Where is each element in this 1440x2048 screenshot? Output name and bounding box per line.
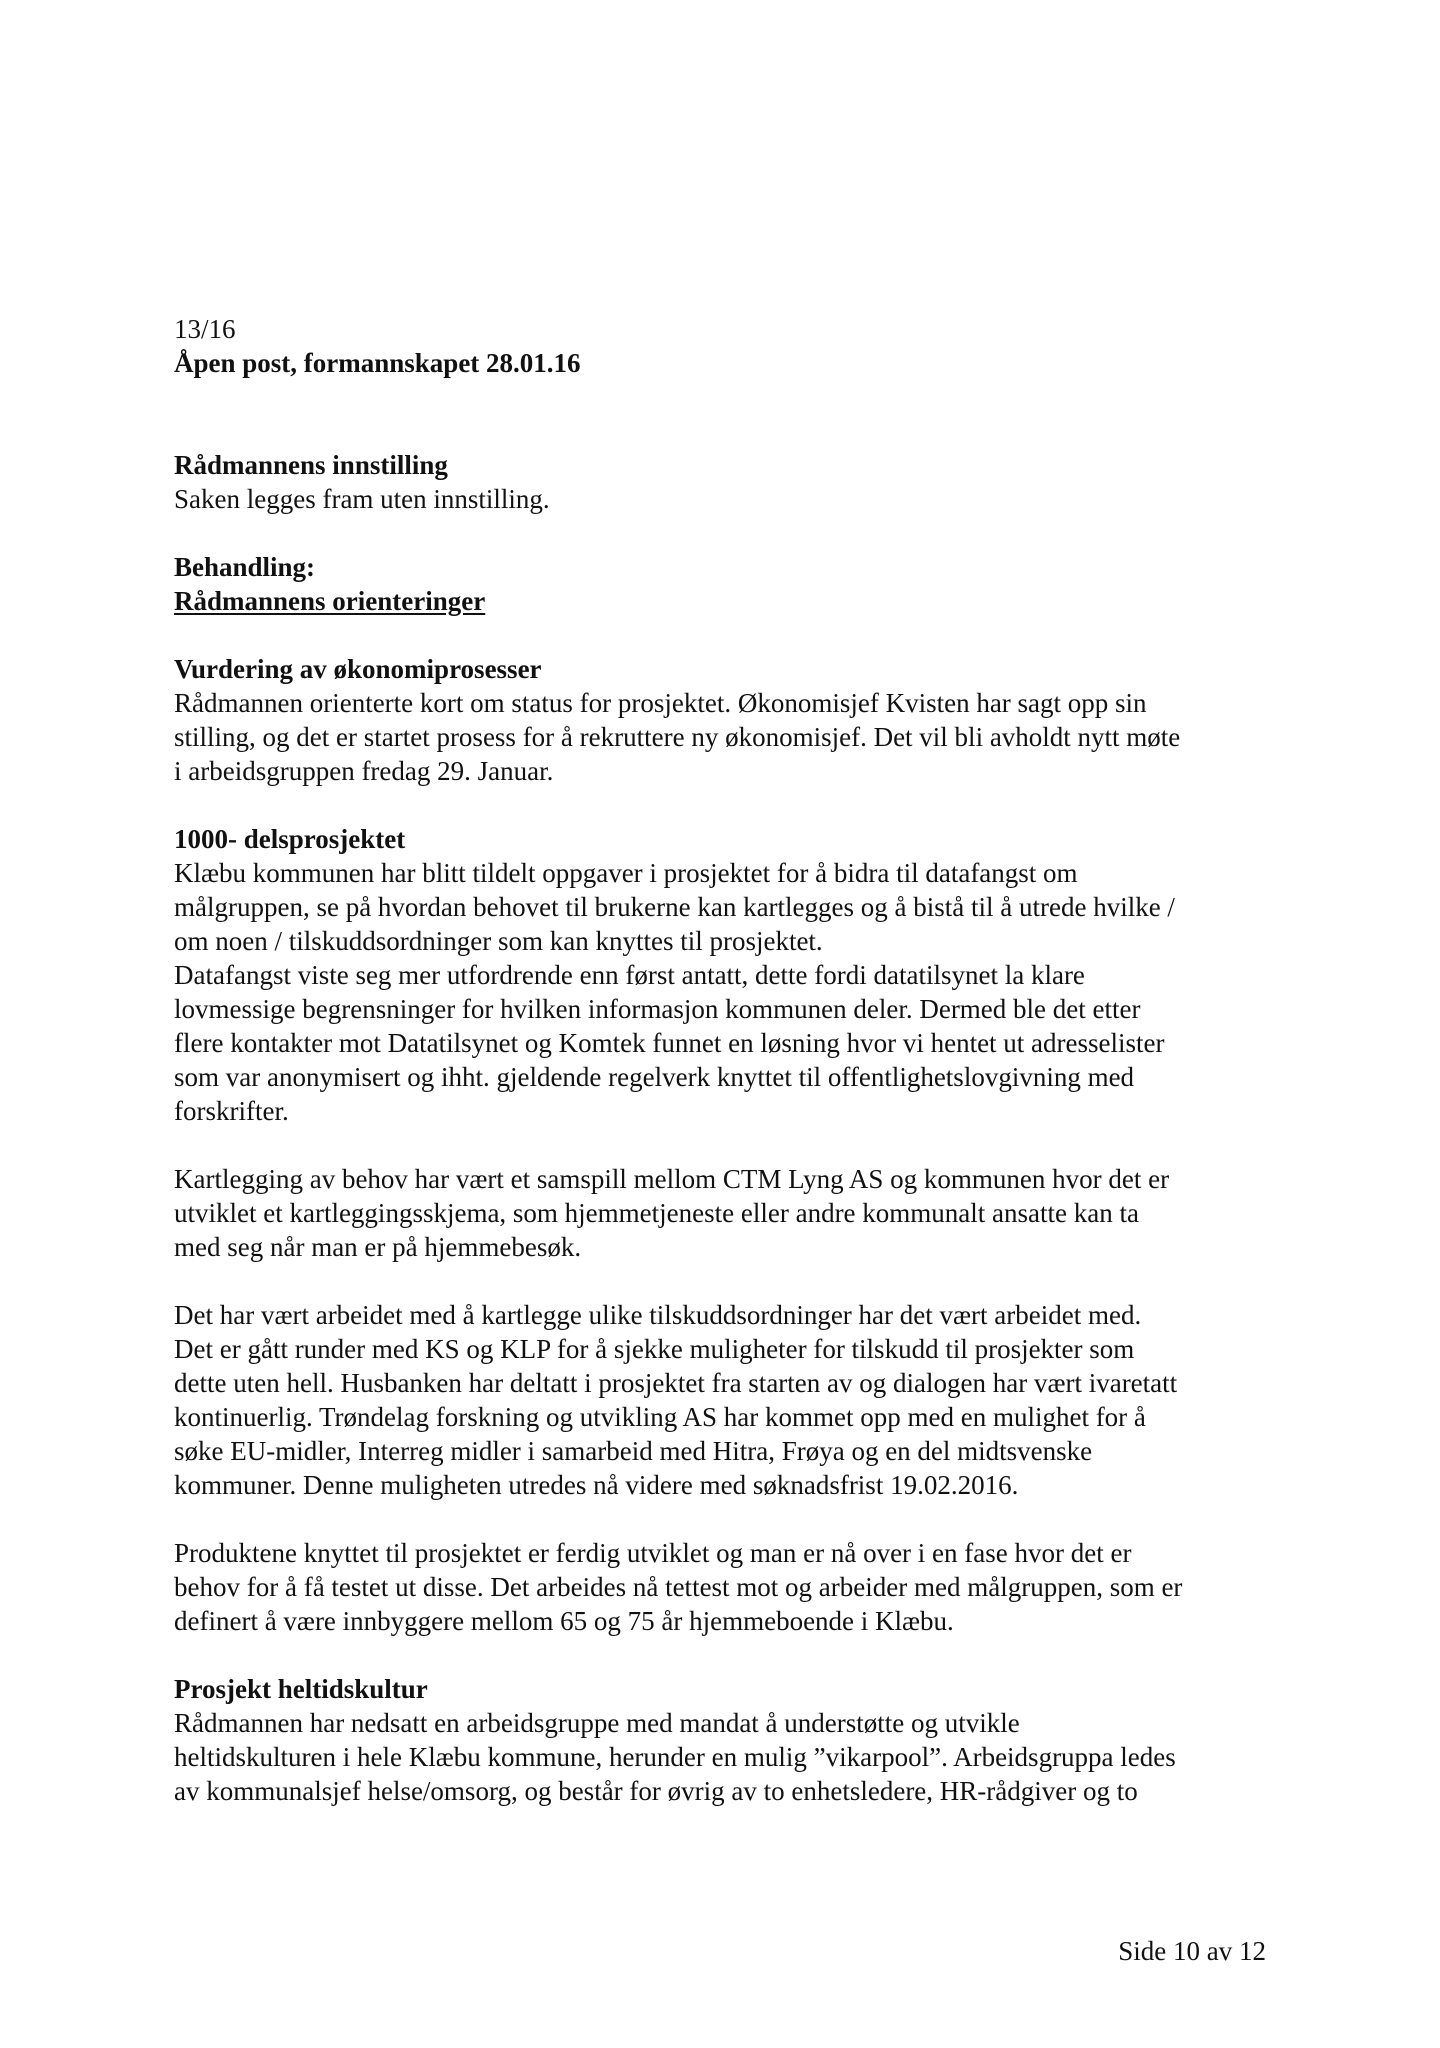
innstilling-heading: Rådmannens innstilling [174, 450, 448, 480]
case-number: 13/16 [174, 314, 236, 344]
text-line: søke EU-midler, Interreg midler i samarbeid med Hitra, Frøya og en del midtsvenske [174, 1436, 1093, 1466]
section-heltidskultur [174, 1672, 1284, 1808]
paragraph [174, 686, 1284, 788]
text-line: Produktene knyttet til prosjektet er ferdig utviklet og man er nå over i en fase hvor det er [174, 1538, 1132, 1568]
paragraph [174, 856, 1284, 1128]
text-line: stilling, og det er startet prosess for å rekruttere ny økonomisjef. Det vil bli avholdt nytt møte [174, 722, 1181, 752]
text-line: som var anonymisert og ihht. gjeldende regelverk knyttet til offentlighetslovgivning med [174, 1062, 1135, 1092]
paragraph [174, 1298, 1284, 1502]
text-line: definert å være innbyggere mellom 65 og 75 år hjemmeboende i Klæbu. [174, 1606, 954, 1636]
section-heading: Vurdering av økonomiprosesser [174, 654, 542, 684]
behandling-heading: Behandling: [174, 552, 316, 582]
section-heading: 1000- delsprosjektet [174, 824, 406, 854]
text-line: kommuner. Denne muligheten utredes nå videre med søknadsfrist 19.02.2016. [174, 1470, 1019, 1500]
text-line: utviklet et kartleggingsskjema, som hjemmetjeneste eller andre kommunalt ansatte kan ta [174, 1198, 1139, 1228]
text-line: av kommunalsjef helse/omsorg, og består for øvrig av to enhetsledere, HR-rådgiver og to [174, 1776, 1138, 1806]
text-line: flere kontakter mot Datatilsynet og Komtek funnet en løsning hvor vi hentet ut adresselister [174, 1028, 1165, 1058]
behandling-subheading: Rådmannens orienteringer [174, 586, 486, 616]
text-line: i arbeidsgruppen fredag 29. Januar. [174, 756, 554, 786]
text-line: forskrifter. [174, 1096, 289, 1126]
text-line: Det er gått runder med KS og KLP for å sjekke muligheter for tilskudd til prosjekter som [174, 1334, 1135, 1364]
paragraph [174, 1706, 1284, 1808]
paragraph [174, 1536, 1284, 1638]
text-line: Det har vært arbeidet med å kartlegge ulike tilskuddsordninger har det vært arbeidet med. [174, 1300, 1142, 1330]
text-line: Kartlegging av behov har vært et samspill mellom CTM Lyng AS og kommunen hvor det er [174, 1164, 1170, 1194]
text-line: behov for å få testet ut disse. Det arbeides nå tettest mot og arbeider med målgruppen, som er [174, 1572, 1183, 1602]
document-title: Åpen post, formannskapet 28.01.16 [174, 348, 581, 378]
text-line: Rådmannen har nedsatt en arbeidsgruppe med mandat å understøtte og utvikle [174, 1708, 1020, 1738]
paragraph [174, 1162, 1284, 1264]
text-line: Datafangst viste seg mer utfordrende enn først antatt, dette fordi datatilsynet la klare [174, 960, 1085, 990]
text-line: Klæbu kommunen har blitt tildelt oppgaver i prosjektet for å bidra til datafangst om [174, 858, 1078, 888]
page-number: Side 10 av 12 [1118, 1936, 1266, 1966]
text-line: kontinuerlig. Trøndelag forskning og utvikling AS har kommet opp med en mulighet for å [174, 1402, 1146, 1432]
text-line: Rådmannen orienterte kort om status for prosjektet. Økonomisjef Kvisten har sagt opp sin [174, 688, 1147, 718]
text-line: med seg når man er på hjemmebesøk. [174, 1232, 582, 1262]
text-line: målgruppen, se på hvordan behovet til brukerne kan kartlegges og å bistå til å utrede hvilke / [174, 892, 1175, 922]
section-heading: Prosjekt heltidskultur [174, 1674, 428, 1704]
text-line: om noen / tilskuddsordninger som kan knyttes til prosjektet. [174, 926, 823, 956]
text-line: dette uten hell. Husbanken har deltatt i prosjektet fra starten av og dialogen har vært ivaretatt [174, 1368, 1178, 1398]
text-line: lovmessige begrensninger for hvilken informasjon kommunen deler. Dermed ble det etter [174, 994, 1141, 1024]
section-vurdering [174, 652, 1284, 788]
text-line: heltidskulturen i hele Klæbu kommune, herunder en mulig ”vikarpool”. Arbeidsgruppa ledes [174, 1742, 1176, 1772]
section-delsprosjektet [174, 822, 1284, 1638]
document-page [174, 312, 1284, 1808]
innstilling-text: Saken legges fram uten innstilling. [174, 484, 550, 514]
